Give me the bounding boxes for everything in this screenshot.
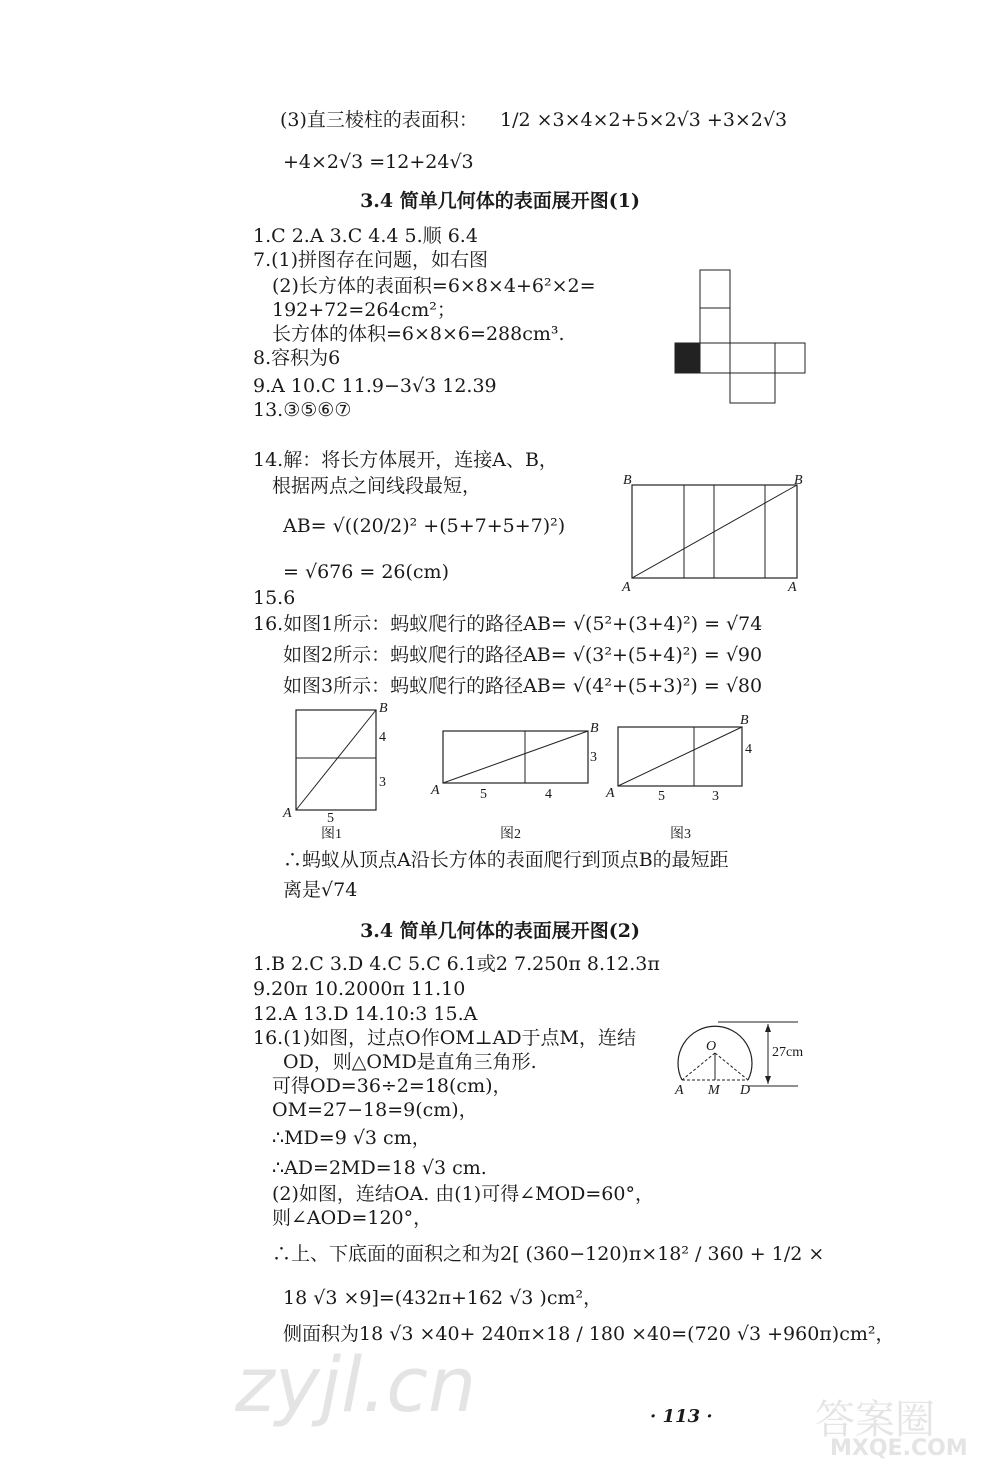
label-3: 3 [379, 775, 386, 790]
watermark-left: zyjl.cn [235, 1340, 477, 1429]
line-d1: 1.B 2.C 3.D 4.C 5.C 6.1或2 7.250π 8.12.3π [253, 953, 660, 975]
net-face [730, 343, 775, 373]
line-d13: 18 √3 ×9]=(432π+162 √3 )cm²， [283, 1287, 603, 1309]
net-figure [670, 270, 810, 410]
fig1-caption: 图1 [321, 827, 342, 842]
label-A: A [675, 1083, 684, 1098]
label-27cm: 27cm [772, 1045, 804, 1060]
line-c9: ∴蚂蚁从顶点A沿长方体的表面爬行到顶点B的最短距 [283, 849, 729, 871]
line-c10: 离是√74 [283, 879, 358, 901]
line-d12: ∴上、下底面的面积之和为2[ (360−120)π×18² / 360 + 1/2 × [272, 1243, 825, 1265]
section-title-1: 3.4 简单几何体的表面展开图(1) [360, 190, 640, 212]
label-A: A [788, 580, 797, 595]
line-c4: = √676 = 26(cm) [283, 561, 449, 583]
line-b3: (2)长方体的表面积=6×8×4+6²×2= [272, 275, 596, 297]
line-c7: 如图2所示：蚂蚁爬行的路径AB= √(3²+(5+4)²) = √90 [283, 644, 763, 666]
line-d10: (2)如图，连结OA. 由(1)可得∠MOD=60°， [272, 1183, 654, 1205]
net-face [700, 270, 730, 308]
label-A: A [606, 786, 615, 801]
line-b1: 1.C 2.A 3.C 4.4 5.顺 6.4 [253, 225, 478, 247]
fig3-caption: 图3 [670, 827, 691, 842]
label-5: 5 [480, 787, 487, 802]
unfold-figure-q14 [620, 470, 810, 595]
line-d5: OD，则△OMD是直角三角形. [283, 1051, 537, 1073]
line-a1: (3)直三棱柱的表面积： [280, 109, 478, 131]
label-5: 5 [658, 789, 665, 804]
line-b4: 192+72=264cm²； [272, 299, 456, 321]
line-d4: 16.(1)如图，过点O作OM⊥AD于点M，连结 [253, 1027, 637, 1049]
label-D: D [740, 1083, 751, 1098]
line-d14: 侧面积为18 √3 ×40+ 240π×18 / 180 ×40=(720 √3 +960π)cm²， [283, 1323, 895, 1345]
line-b8: 13.③⑤⑥⑦ [253, 399, 352, 421]
line-c8: 如图3所示：蚂蚁爬行的路径AB= √(4²+(5+3)²) = √80 [283, 675, 763, 697]
watermark-right-sub: MXQE.COM [830, 1436, 968, 1461]
label-4: 4 [745, 742, 752, 757]
ant-path-figures [280, 700, 770, 845]
line-a2: +4×2√3 =12+24√3 [283, 151, 474, 173]
net-face-shaded [675, 343, 700, 373]
label-4: 4 [545, 787, 552, 802]
label-3: 3 [712, 789, 719, 804]
line-d3: 12.A 13.D 14.10:3 15.A [253, 1003, 478, 1025]
label-B: B [379, 701, 388, 716]
label-O: O [706, 1039, 717, 1054]
label-B: B [740, 713, 749, 728]
label-B: B [794, 473, 803, 488]
fig2-caption: 图2 [500, 827, 521, 842]
line-b5: 长方体的体积=6×8×6=288cm³. [272, 323, 565, 345]
label-A: A [283, 806, 292, 821]
watermark-right: 答案圈 [815, 1397, 935, 1443]
page-number: · 113 · [650, 1406, 713, 1427]
label-A: A [431, 783, 440, 798]
line-d7: OM=27−18=9(cm)， [272, 1099, 478, 1121]
label-5: 5 [327, 811, 334, 826]
line-d9: ∴AD=2MD=18 √3 cm. [272, 1157, 487, 1179]
label-3: 3 [590, 750, 597, 765]
line-a1b: 1/2 ×3×4×2+5×2√3 +3×2√3 [500, 109, 788, 131]
label-A: A [622, 580, 631, 595]
line-c6: 16.如图1所示：蚂蚁爬行的路径AB= √(5²+(3+4)²) = √74 [253, 613, 763, 635]
line-b6: 8.容积为6 [253, 347, 341, 369]
arc-figure-q16 [670, 1010, 815, 1100]
net-face [700, 308, 730, 343]
line-c1: 14.解：将长方体展开，连接A、B， [253, 449, 558, 471]
line-c3: AB= √((20/2)² +(5+7+5+7)²) [283, 515, 566, 537]
line-d6: 可得OD=36÷2=18(cm)， [272, 1075, 512, 1097]
line-d11: 则∠AOD=120°， [272, 1207, 433, 1229]
line-b2: 7.(1)拼图存在问题，如右图 [253, 249, 489, 271]
label-B: B [623, 473, 632, 488]
label-4: 4 [379, 730, 386, 745]
line-d8: ∴MD=9 √3 cm， [272, 1127, 431, 1149]
line-c2: 根据两点之间线段最短， [272, 475, 482, 497]
net-face [775, 343, 805, 373]
net-face [700, 343, 730, 373]
line-d2: 9.20π 10.2000π 11.10 [253, 978, 466, 1000]
line-b7: 9.A 10.C 11.9−3√3 12.39 [253, 375, 497, 397]
net-face [730, 373, 775, 403]
line-c5: 15.6 [253, 587, 296, 609]
label-M: M [708, 1083, 720, 1098]
label-B: B [590, 721, 599, 736]
section-title-2: 3.4 简单几何体的表面展开图(2) [360, 920, 640, 942]
